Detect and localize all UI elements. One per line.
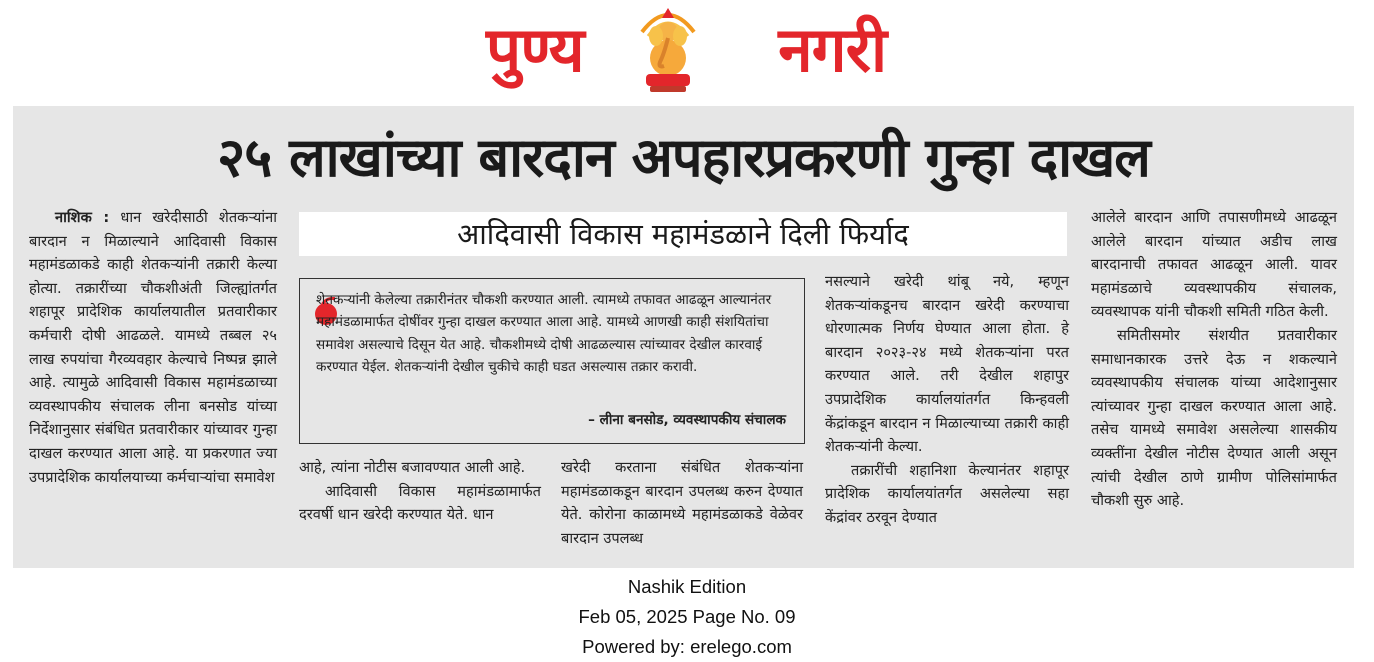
ganesha-logo-icon: [636, 2, 700, 94]
column-1-paragraph: धान खरेदीसाठी शेतकऱ्यांना बारदान न मिळाल्याने आदिवासी विकास महामंडळाकडे काही शेतकऱ्यांनी तक्रारी केल्या होत्या. तक्रारींच्या चौकशीअंती जिल्ह्यांतर्गत शहापूर प्रादेशिक कार्यालयातील प्रतवारीकार कर्मचारी दोषी आढळले. यामध्ये तब्बल २५ लाख रुपयांचा गैरव्यवहार केल्याचे निष्पन्न झाले आहे. त्यामुळे आदिवासी विकास महामंडळाच्या व्यवस्थापकीय संचालक लीना बनसोड यांच्या निर्देशानुसार संबंधित प्रतवारीकार यांच्यावर गुन्हा दाखल करण्यात आला आहे. या प्रकरणात ज्या उपप्रादेशिक कार्यालयाच्या कर्मचाऱ्यांचा समावेश: [29, 209, 278, 486]
news-clipping: [13, 106, 1354, 568]
article-column-1: [29, 206, 277, 548]
brand-name-left: पुण्य: [486, 13, 584, 86]
column-2-paragraph-1: आहे, त्यांना नोटीस बजावण्यात आली आहे.: [299, 459, 526, 476]
column-5-paragraph-2: समितीसमोर संशयीत प्रतवारीकार समाधानकारक उत्तरे देऊ न शकल्याने व्यवस्थापकीय संचालक यांच्या आदेशानुसार त्यांच्यावर गुन्हा दाखल करण्यात आला आहे. तसेच यामध्ये समावेश असलेल्या शासकीय व्यक्तींना देखील नोटीस देण्यात आली असून त्यांची देखील ठाणे ग्रामीण पोलिसांमार्फत चौकशी सुरु आहे.: [1091, 326, 1337, 510]
article-column-2: [299, 456, 541, 527]
edition-label: Nashik Edition: [627, 576, 747, 597]
article-column-3: [561, 456, 803, 550]
quote-attribution: – लीना बनसोड, व्यवस्थापकीय संचालक: [588, 412, 786, 428]
column-5-paragraph-1: आलेले बारदान आणि तपासणीमध्ये आढळून आलेले बारदान यांच्यात अडीच लाख बारदानाची तफावत आढळून आली. यावर महामंडळाचे व्यवस्थापकीय संचालक, व्यवस्थापक यांनी चौकशी समिती गठित केली.: [1091, 209, 1337, 321]
page-footer: [0, 572, 1374, 662]
masthead: [0, 0, 1374, 105]
column-2-paragraph-2: आदिवासी विकास महामंडळामार्फत दरवर्षी धान खरेदी करण्यात येते. धान: [299, 482, 541, 524]
article-subheadline: आदिवासी विकास महामंडळाने दिली फिर्याद: [299, 212, 1067, 256]
quote-text: शेतकऱ्यांनी केलेल्या तक्रारीनंतर चौकशी करण्यात आली. त्यामध्ये तफावत आढळून आल्यानंतर महामंडळामार्फत दोषींवर गुन्हा दाखल करण्यात आला आहे. यामध्ये आणखी काही संशयितांचा समावेश असल्याचे दिसून येत आहे. चौकशीमध्ये दोषी आढळल्यास त्यांच्यावर देखील कारवाई करण्यात येईल. शेतकऱ्यांनी देखील चुकीचे काही घडत असल्यास तक्रार करावी.: [316, 292, 772, 375]
column-4-paragraph-1: नसल्याने खरेदी थांबू नये, म्हणून शेतकऱ्यांकडूनच बारदान खरेदी करण्याचा धोरणात्मक निर्णय घेण्यात आला होता. हे बारदान २०२३-२४ मध्ये शेतकऱ्यांना परत करण्यात आले. तरी देखील शहापुर उपप्रादेशिक कार्यालयांतर्गत किन्हवली केंद्रांकडून बारदान न मिळाल्याच्या तक्रारी काही शेतकऱ्यांनी केल्या.: [825, 273, 1069, 456]
article-headline: २५ लाखांच्या बारदान अपहारप्रकरणी गुन्हा दाखल: [217, 126, 1150, 189]
dateline: नाशिक :: [55, 209, 110, 226]
brand-name-right: नगरी: [778, 13, 886, 86]
column-3-paragraph-1: खरेदी करताना संबंधित शेतकऱ्यांना महामंडळाकडून बारदान उपलब्ध करुन देण्यात येते. कोरोना काळामध्ये महामंडळाकडे वेळेवर बारदान उपलब्ध: [561, 459, 803, 547]
brand-logo: [486, 2, 886, 98]
quote-box: [299, 278, 805, 444]
date-page-label: Feb 05, 2025 Page No. 09: [578, 606, 796, 627]
article-column-4: [825, 270, 1069, 530]
powered-by-label: Powered by: erelego.com: [582, 636, 792, 657]
column-4-paragraph-2: तक्रारींची शहानिशा केल्यानंतर शहापूर प्रादेशिक कार्यालयांतर्गत असलेल्या सहा केंद्रांवर ठरवून देण्यात: [825, 461, 1069, 526]
article-column-5: [1091, 206, 1337, 513]
